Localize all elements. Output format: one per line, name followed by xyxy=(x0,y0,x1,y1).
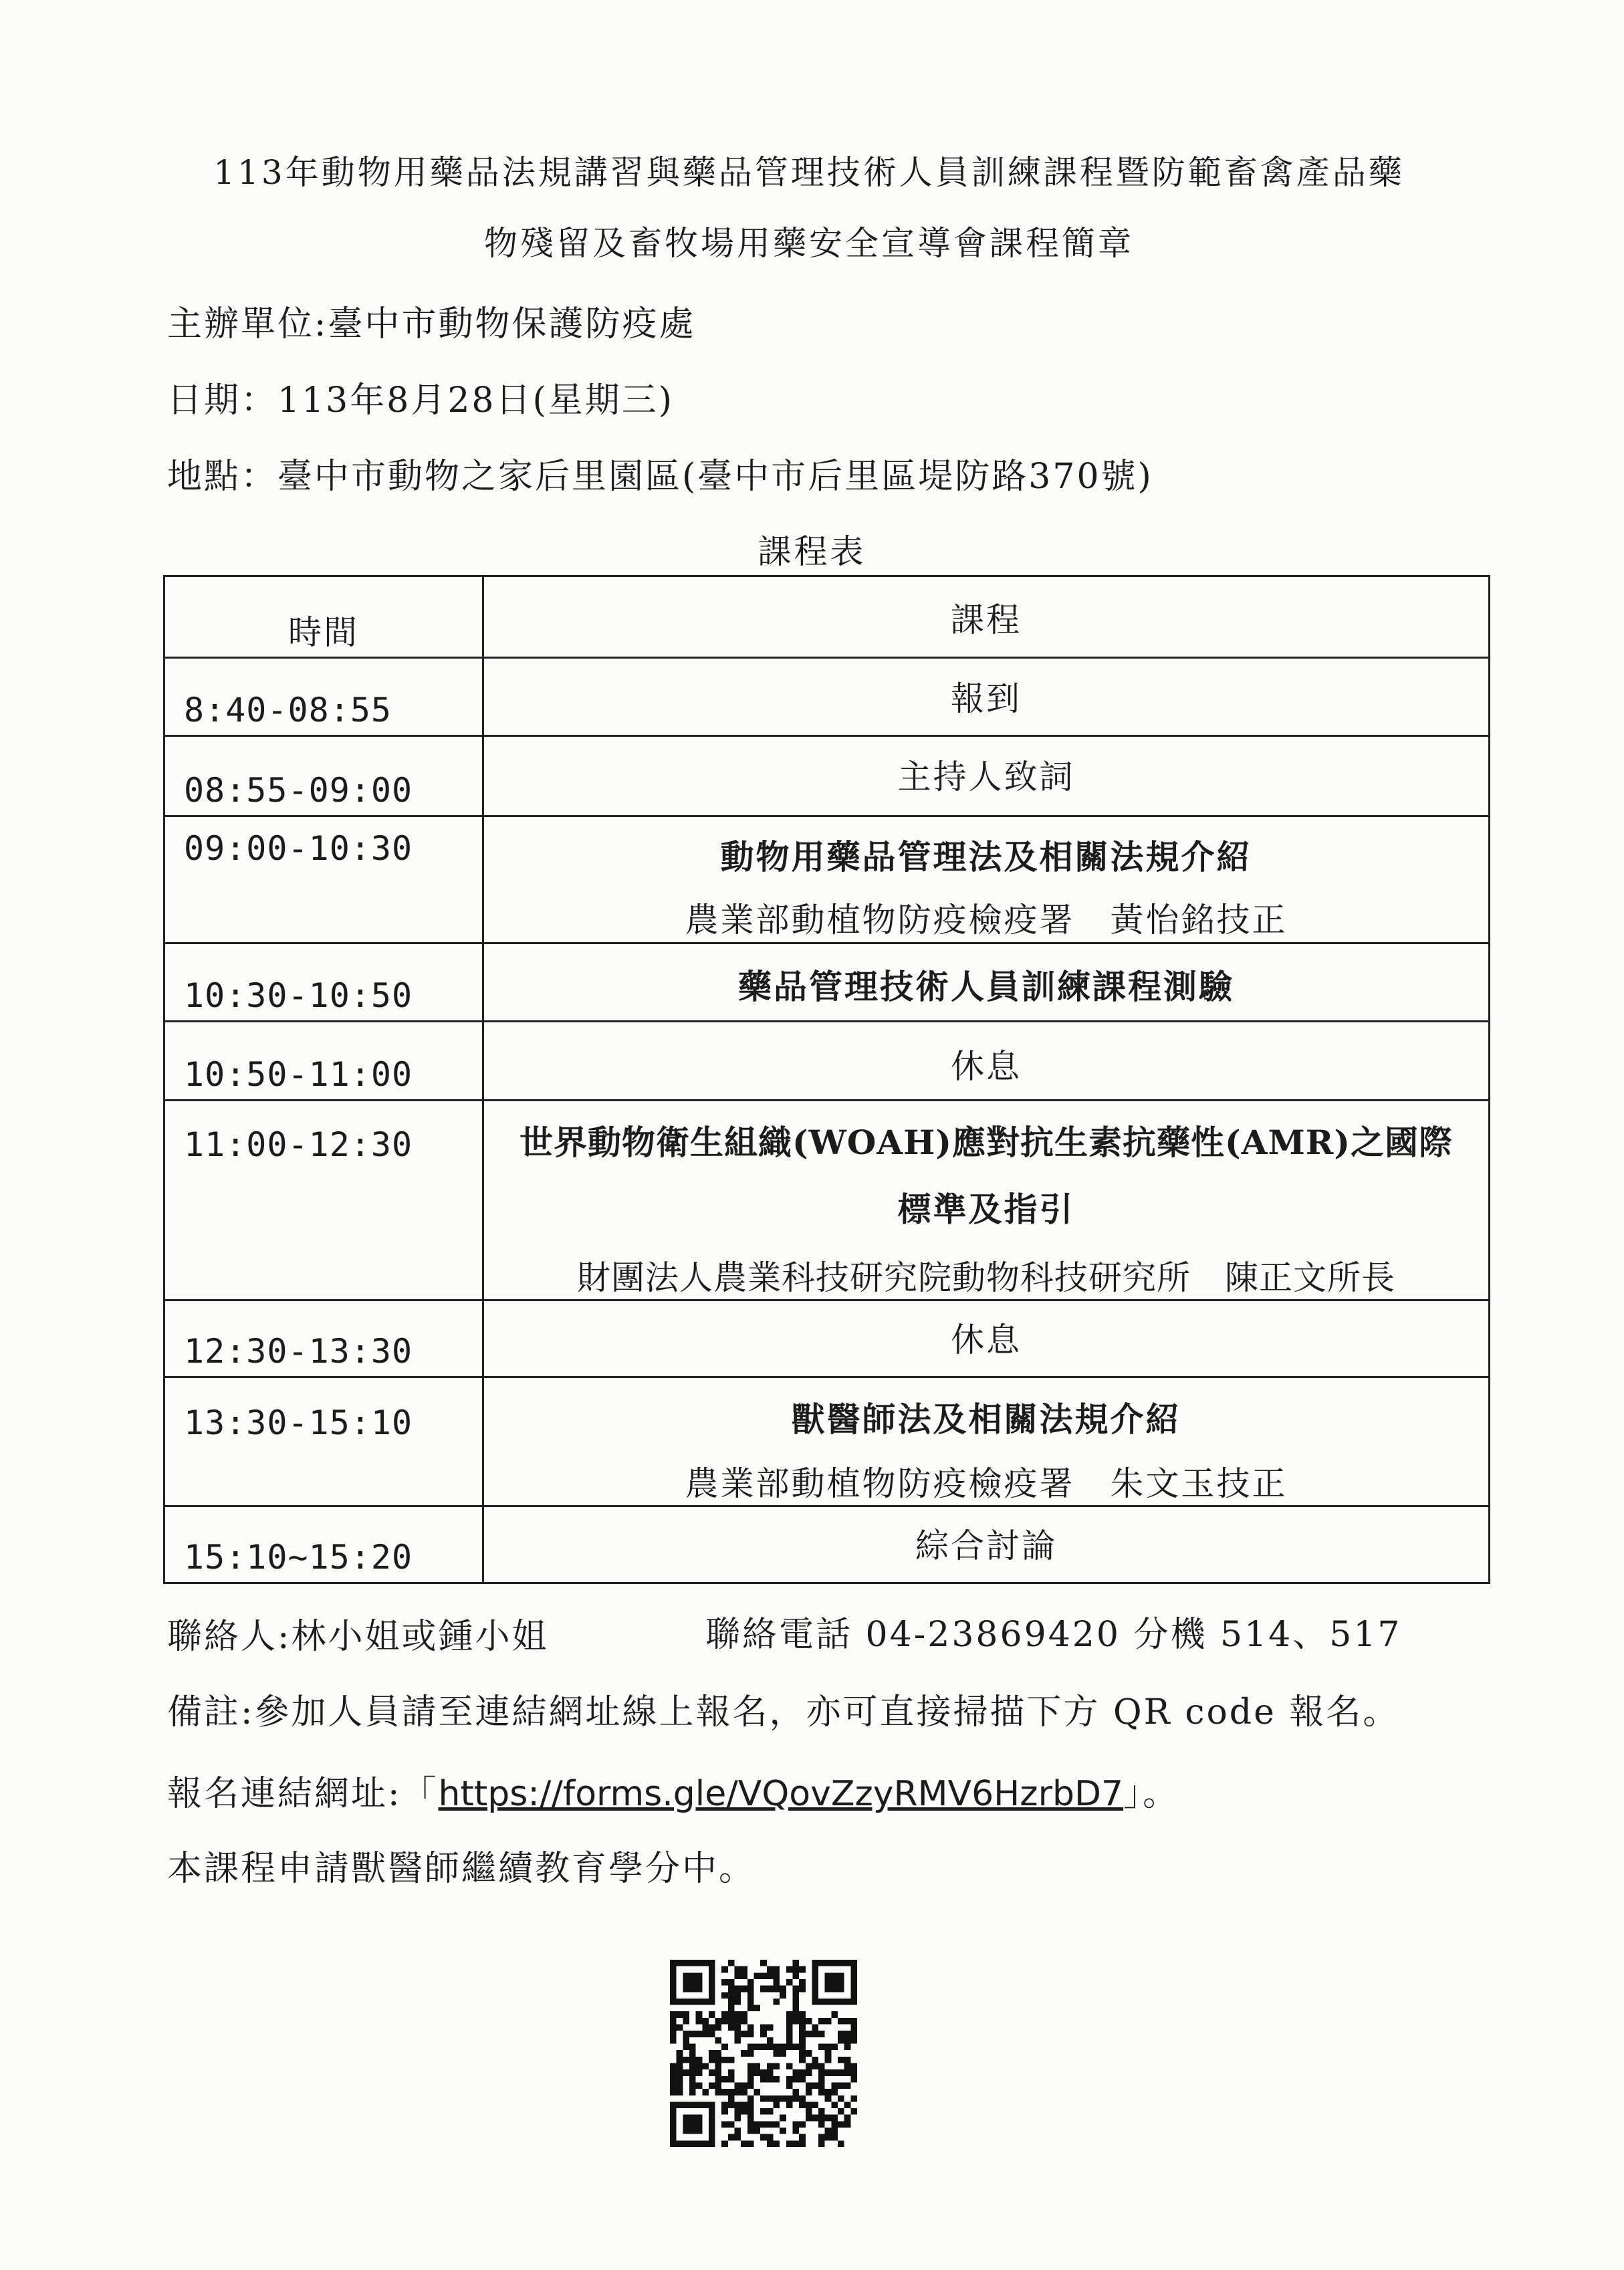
time-cell xyxy=(164,816,483,943)
table-row xyxy=(164,1300,1490,1377)
time-text: 08:55-09:00 xyxy=(184,771,413,810)
time-cell xyxy=(164,1022,483,1101)
time-cell xyxy=(164,658,483,736)
registration-link-line xyxy=(167,1765,1179,1815)
course-cell xyxy=(483,1506,1490,1583)
time-text: 8:40-08:55 xyxy=(184,691,392,729)
link-prefix: 報名連結網址:「 xyxy=(167,1774,439,1814)
table-row xyxy=(164,943,1490,1022)
table-header-row xyxy=(164,576,1490,658)
table-row xyxy=(164,1022,1490,1101)
qr-code[interactable] xyxy=(670,1960,857,2147)
table-row xyxy=(164,1101,1490,1300)
time-cell xyxy=(164,943,483,1022)
table-row xyxy=(164,816,1490,943)
header-time xyxy=(164,576,483,658)
time-cell xyxy=(164,1506,483,1583)
table-caption: 課程表 xyxy=(758,532,866,571)
time-text: 10:30-10:50 xyxy=(184,976,413,1015)
course-speaker: 財團法人農業科技研究院動物科技研究所 陳正文所長 xyxy=(577,1258,1395,1297)
header-time-label: 時間 xyxy=(288,613,359,652)
registration-note: 備註:參加人員請至連結網址線上報名，亦可直接掃描下方 QR code 報名。 xyxy=(167,1692,1400,1732)
time-text: 10:50-11:00 xyxy=(184,1055,413,1094)
time-text: 11:00-12:30 xyxy=(184,1125,413,1164)
course-speaker: 農業部動植物防疫檢疫署 朱文玉技正 xyxy=(685,1464,1288,1503)
course-title: 主持人致詞 xyxy=(897,758,1075,796)
schedule-table xyxy=(163,575,1490,1584)
table-row xyxy=(164,658,1490,736)
organizer: 主辦單位:臺中市動物保護防疫處 xyxy=(167,304,696,344)
course-title: 報到 xyxy=(951,679,1022,718)
course-cell xyxy=(483,736,1490,816)
course-title: 獸醫師法及相關法規介紹 xyxy=(791,1399,1181,1439)
time-text: 13:30-15:10 xyxy=(184,1403,413,1442)
course-title-continued: 標準及指引 xyxy=(897,1189,1075,1229)
course-cell xyxy=(483,1300,1490,1377)
course-cell xyxy=(483,816,1490,943)
header-course-label: 課程 xyxy=(951,600,1022,639)
title-line-2: 物殘留及畜牧場用藥安全宣導會課程簡章 xyxy=(484,224,1134,263)
course-cell xyxy=(483,1377,1490,1506)
table-row xyxy=(164,1377,1490,1506)
course-cell xyxy=(483,1101,1490,1300)
time-cell xyxy=(164,1377,483,1506)
course-title: 綜合討論 xyxy=(915,1526,1057,1565)
time-text: 12:30-13:30 xyxy=(184,1332,413,1371)
time-cell xyxy=(164,1300,483,1377)
course-title: 休息 xyxy=(951,1047,1022,1086)
course-title: 動物用藥品管理法及相關法規介紹 xyxy=(720,837,1252,877)
table-row xyxy=(164,736,1490,816)
title-line-1: 113年動物用藥品法規講習與藥品管理技術人員訓練課程暨防範畜禽產品藥 xyxy=(213,153,1405,192)
credit-note: 本課程申請獸醫師繼續教育學分中。 xyxy=(167,1849,756,1889)
table-row xyxy=(164,1506,1490,1583)
link-suffix: 」。 xyxy=(1123,1774,1180,1814)
time-text: 09:00-10:30 xyxy=(184,829,413,868)
contact-phone: 聯絡電話 04-23869420 分機 514、517 xyxy=(705,1615,1402,1655)
course-title: 藥品管理技術人員訓練課程測驗 xyxy=(738,967,1234,1006)
time-text: 15:10~15:20 xyxy=(184,1538,413,1577)
course-speaker: 農業部動植物防疫檢疫署 黃怡銘技正 xyxy=(685,901,1288,939)
course-title: 世界動物衛生組織(WOAH)應對抗生素抗藥性(AMR)之國際 xyxy=(519,1123,1454,1162)
event-date: 日期：113年8月28日(星期三) xyxy=(167,380,675,421)
header-course xyxy=(483,576,1490,658)
course-cell xyxy=(483,1022,1490,1101)
event-location: 地點：臺中市動物之家后里園區(臺中市后里區堤防路370號) xyxy=(167,457,1153,497)
course-title: 休息 xyxy=(951,1321,1022,1359)
registration-link[interactable]: https://forms.gle/VQovZzyRMV6HzrbD7 xyxy=(438,1774,1124,1814)
time-cell xyxy=(164,736,483,816)
time-cell xyxy=(164,1101,483,1300)
course-cell xyxy=(483,943,1490,1022)
course-cell xyxy=(483,658,1490,736)
contact-person: 聯絡人:林小姐或鍾小姐 xyxy=(167,1617,549,1657)
